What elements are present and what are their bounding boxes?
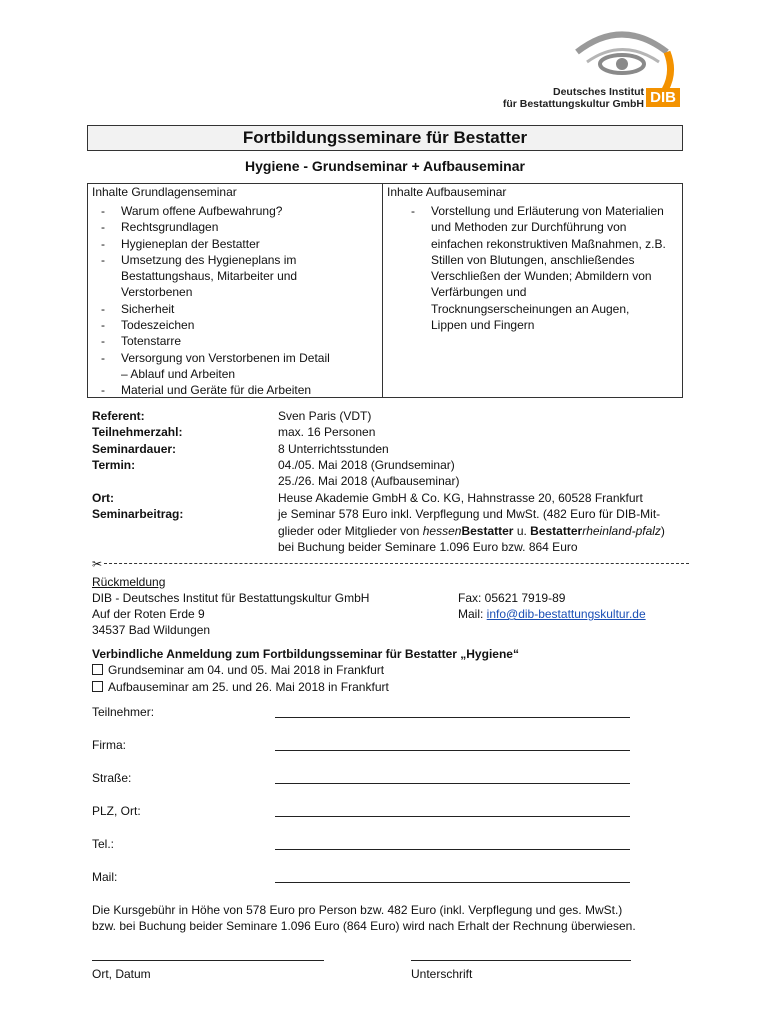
- grundseminar-option-label: Grundseminar am 04. und 05. Mai 2018 in Frankfurt: [108, 663, 385, 677]
- list-item: - Versorgung von Verstorbenen im Detail – Ablauf und Arbeiten: [93, 350, 378, 383]
- mail-label: Mail:: [458, 607, 487, 621]
- plz-ort-label: PLZ, Ort:: [92, 804, 141, 818]
- grundseminar-heading: Inhalte Grundlagenseminar: [92, 185, 237, 199]
- dashed-divider: [104, 563, 689, 564]
- mail-field[interactable]: [92, 870, 632, 886]
- aufbauseminar-list: [403, 203, 678, 333]
- beitrag-text: glieder oder Mitglieder von: [278, 524, 423, 538]
- strasse-field[interactable]: [92, 771, 632, 787]
- list-item: - Umsetzung des Hygieneplans im Bestattungshaus, Mitarbeiter und Verstorbenen: [93, 252, 378, 301]
- plz-ort-field[interactable]: [92, 804, 632, 820]
- list-item: - Hygieneplan der Bestatter: [93, 236, 378, 252]
- seminarbeitrag-value-3: bei Buchung beider Seminare 1.096 Euro bzw. 864 Euro: [278, 540, 578, 554]
- teilnehmer-input-line[interactable]: [275, 717, 630, 718]
- email-link[interactable]: info@dib-bestattungskultur.de: [486, 607, 646, 621]
- termin-value-1: 04./05. Mai 2018 (Grundseminar): [278, 458, 455, 472]
- ort-value: Heuse Akademie GmbH & Co. KG, Hahnstrasse 20, 60528 Frankfurt: [278, 491, 643, 505]
- teilnehmerzahl-label: Teilnehmerzahl:: [92, 425, 183, 439]
- grundseminar-column: [88, 184, 383, 397]
- cut-line: [92, 557, 692, 573]
- termin-value-2: 25./26. Mai 2018 (Aufbauseminar): [278, 474, 460, 488]
- tel-input-line[interactable]: [275, 849, 630, 850]
- list-item: - Warum offene Aufbewahrung?: [93, 203, 378, 219]
- scissors-icon: ✂: [92, 557, 103, 571]
- dib-logo: [492, 22, 684, 112]
- aufbauseminar-checkbox[interactable]: [92, 681, 103, 692]
- rheinland-pfalz-text: rheinland-pfalz: [582, 524, 661, 538]
- rueckmeldung-heading: Rückmeldung: [92, 575, 166, 589]
- aufbauseminar-option[interactable]: [92, 679, 389, 695]
- termin-label: Termin:: [92, 458, 136, 472]
- contents-table: [87, 183, 683, 398]
- beitrag-text: ): [660, 524, 665, 538]
- aufbauseminar-column: [383, 184, 682, 397]
- list-item: - Rechtsgrundlagen: [93, 219, 378, 235]
- logo-badge: DIB: [646, 88, 680, 107]
- list-item: - Todeszeichen: [93, 317, 378, 333]
- teilnehmer-label: Teilnehmer:: [92, 705, 155, 719]
- address-line-1: DIB - Deutsches Institut für Bestattungskultur GmbH: [92, 591, 370, 605]
- list-item: - Vorstellung und Erläuterung von Materialien und Methoden zur Durchführung von einfachen rekonstruktiven Maßnahmen, z.B. Stillen von Blutungen, anschließendes Verschließen der Wunden; Abmildern von Verfärbungen und Trocknungserscheinungen an Augen, Lippen und Fingern: [403, 203, 678, 333]
- grundseminar-checkbox[interactable]: [92, 664, 103, 675]
- fax-number: Fax: 05621 7919-89: [458, 591, 566, 605]
- beitrag-text: u.: [513, 524, 531, 538]
- ort-datum-label: Ort, Datum: [92, 967, 151, 981]
- tel-field[interactable]: [92, 837, 632, 853]
- eye-logo-icon: [567, 22, 677, 92]
- page-subtitle: Hygiene - Grundseminar + Aufbauseminar: [245, 158, 525, 174]
- fee-note-line-1: Die Kursgebühr in Höhe von 578 Euro pro Person bzw. 482 Euro (inkl. Verpflegung und ges. MwSt.): [92, 903, 623, 917]
- seminarbeitrag-label: Seminarbeitrag:: [92, 507, 184, 521]
- address-line-2: Auf der Roten Erde 9: [92, 607, 205, 621]
- seminardauer-label: Seminardauer:: [92, 442, 177, 456]
- grundseminar-list: [93, 203, 378, 399]
- page-title: Fortbildungsseminare für Bestatter: [87, 125, 683, 151]
- teilnehmer-field[interactable]: [92, 705, 632, 721]
- firma-label: Firma:: [92, 738, 126, 752]
- seminarbeitrag-value-1: je Seminar 578 Euro inkl. Verpflegung und MwSt. (482 Euro für DIB-Mit-: [278, 507, 661, 521]
- strasse-label: Straße:: [92, 771, 132, 785]
- logo-line-2: für Bestattungskultur GmbH: [502, 98, 644, 110]
- mail-input-line[interactable]: [275, 882, 630, 883]
- bestatter-text: Bestatter: [530, 524, 583, 538]
- ort-label: Ort:: [92, 491, 114, 505]
- mail-row: [458, 606, 646, 622]
- grundseminar-option[interactable]: [92, 662, 384, 678]
- teilnehmerzahl-value: max. 16 Personen: [278, 425, 376, 439]
- seminarbeitrag-value-2: [278, 523, 698, 539]
- hessen-text: hessen: [422, 524, 462, 538]
- anmeldung-heading: Verbindliche Anmeldung zum Fortbildungsseminar für Bestatter „Hygiene“: [92, 647, 519, 661]
- referent-label: Referent:: [92, 409, 145, 423]
- aufbauseminar-option-label: Aufbauseminar am 25. und 26. Mai 2018 in Frankfurt: [108, 680, 389, 694]
- fee-note-line-2: bzw. bei Buchung beider Seminare 1.096 Euro (864 Euro) wird nach Erhalt der Rechnung überwiesen.: [92, 919, 636, 933]
- referent-value: Sven Paris (VDT): [278, 409, 372, 423]
- tel-label: Tel.:: [92, 837, 115, 851]
- plz-ort-input-line[interactable]: [275, 816, 630, 817]
- firma-field[interactable]: [92, 738, 632, 754]
- address-line-3: 34537 Bad Wildungen: [92, 623, 211, 637]
- list-item: - Totenstarre: [93, 333, 378, 349]
- firma-input-line[interactable]: [275, 750, 630, 751]
- logo-line-1: Deutsches Institut: [552, 86, 644, 98]
- seminardauer-value: 8 Unterrichtsstunden: [278, 442, 389, 456]
- list-item: - Sicherheit: [93, 301, 378, 317]
- unterschrift-line[interactable]: [411, 960, 631, 961]
- list-item: - Material und Geräte für die Arbeiten: [93, 382, 378, 398]
- ort-datum-line[interactable]: [92, 960, 324, 961]
- unterschrift-label: Unterschrift: [411, 967, 473, 981]
- bestatter-text: Bestatter: [461, 524, 514, 538]
- aufbauseminar-heading: Inhalte Aufbauseminar: [387, 185, 507, 199]
- mail-field-label: Mail:: [92, 870, 118, 884]
- strasse-input-line[interactable]: [275, 783, 630, 784]
